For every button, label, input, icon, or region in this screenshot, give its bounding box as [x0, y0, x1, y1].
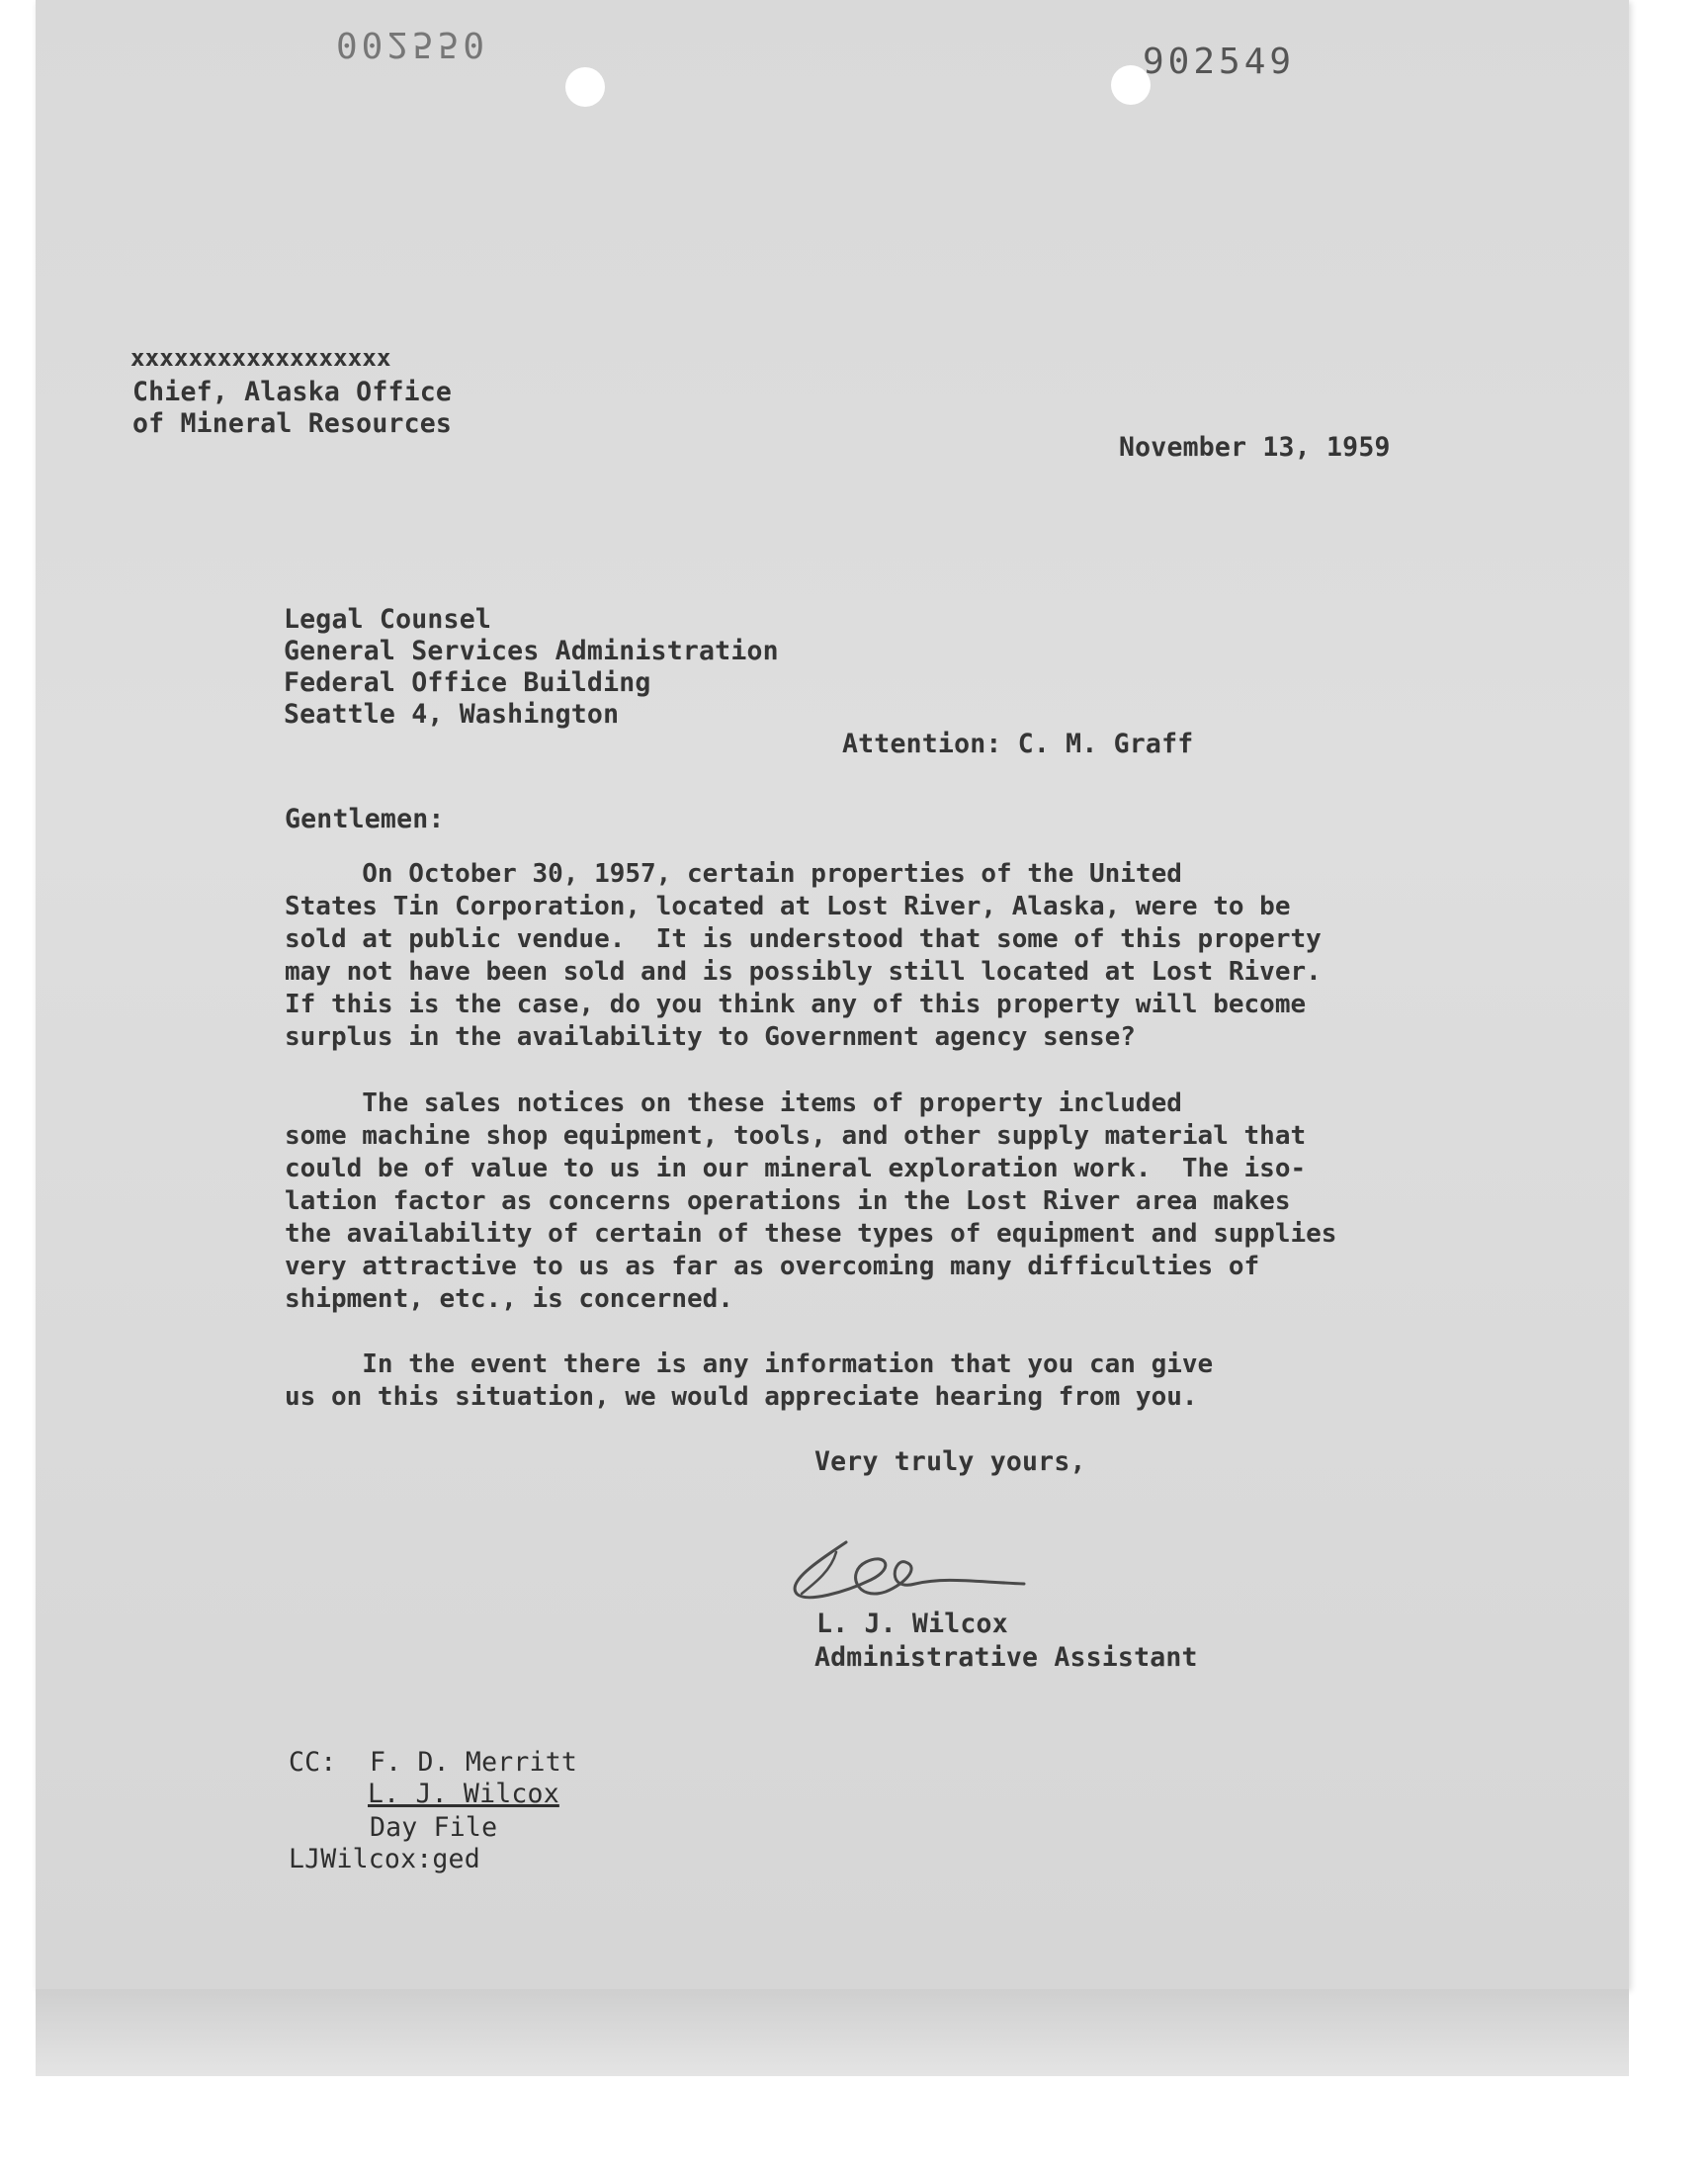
- paragraph-line: In the event there is any information that you can give: [285, 1349, 1214, 1379]
- sender-line-1: Chief, Alaska Office: [132, 377, 453, 407]
- body-paragraph-2: [285, 1088, 1431, 1316]
- file-number-stamp-mirrored: 002550: [336, 24, 489, 64]
- paragraph-line: lation factor as concerns operations in the Lost River area makes: [285, 1186, 1291, 1216]
- sender-line-2: of Mineral Resources: [132, 408, 453, 439]
- cc-line-1: F. D. Merritt: [370, 1747, 578, 1778]
- cc-label: CC:: [289, 1747, 337, 1778]
- cc-line-2: L. J. Wilcox: [368, 1779, 559, 1809]
- paragraph-line: States Tin Corporation, located at Lost River, Alaska, were to be: [285, 892, 1291, 921]
- signer-title: Administrative Assistant: [814, 1642, 1198, 1673]
- paragraph-line: The sales notices on these items of property included: [285, 1088, 1182, 1118]
- sender-struck-line: xxxxxxxxxxxxxxxxxx: [130, 344, 391, 372]
- paragraph-line: some machine shop equipment, tools, and other supply material that: [285, 1121, 1307, 1151]
- punch-hole-left: [565, 67, 605, 107]
- paragraph-line: us on this situation, we would appreciate hearing from you.: [285, 1382, 1198, 1412]
- cc-line-3: Day File: [370, 1812, 498, 1843]
- paragraph-line: may not have been sold and is possibly still located at Lost River.: [285, 957, 1322, 987]
- paragraph-line: sold at public vendue. It is understood that some of this property: [285, 924, 1322, 954]
- paragraph-line: the availability of certain of these types of equipment and supplies: [285, 1219, 1337, 1249]
- paragraph-line: If this is the case, do you think any of this property will become: [285, 990, 1307, 1019]
- letter-date: November 13, 1959: [1119, 432, 1391, 463]
- recipient-line-1: Legal Counsel: [284, 604, 492, 635]
- file-number-stamp: 902549: [1143, 42, 1296, 82]
- reference-initials: LJWilcox:ged: [289, 1844, 480, 1874]
- paragraph-line: very attractive to us as far as overcoming many difficulties of: [285, 1252, 1260, 1281]
- closing: Very truly yours,: [814, 1446, 1086, 1477]
- page-fold-edge: [36, 1989, 1629, 2076]
- attention-line: Attention: C. M. Graff: [842, 729, 1194, 759]
- paragraph-line: surplus in the availability to Government agency sense?: [285, 1022, 1136, 1052]
- paragraph-line: shipment, etc., is concerned.: [285, 1284, 733, 1314]
- paragraph-line: could be of value to us in our mineral exploration work. The iso-: [285, 1154, 1307, 1183]
- paragraph-line: On October 30, 1957, certain properties of the United: [285, 859, 1182, 889]
- recipient-line-3: Federal Office Building: [284, 667, 651, 698]
- body-paragraph-3: [285, 1348, 1431, 1414]
- signer-name: L. J. Wilcox: [816, 1609, 1008, 1639]
- body-paragraph-1: [285, 858, 1431, 1054]
- recipient-line-2: General Services Administration: [284, 636, 779, 666]
- salutation: Gentlemen:: [285, 804, 445, 834]
- recipient-line-4: Seattle 4, Washington: [284, 699, 620, 730]
